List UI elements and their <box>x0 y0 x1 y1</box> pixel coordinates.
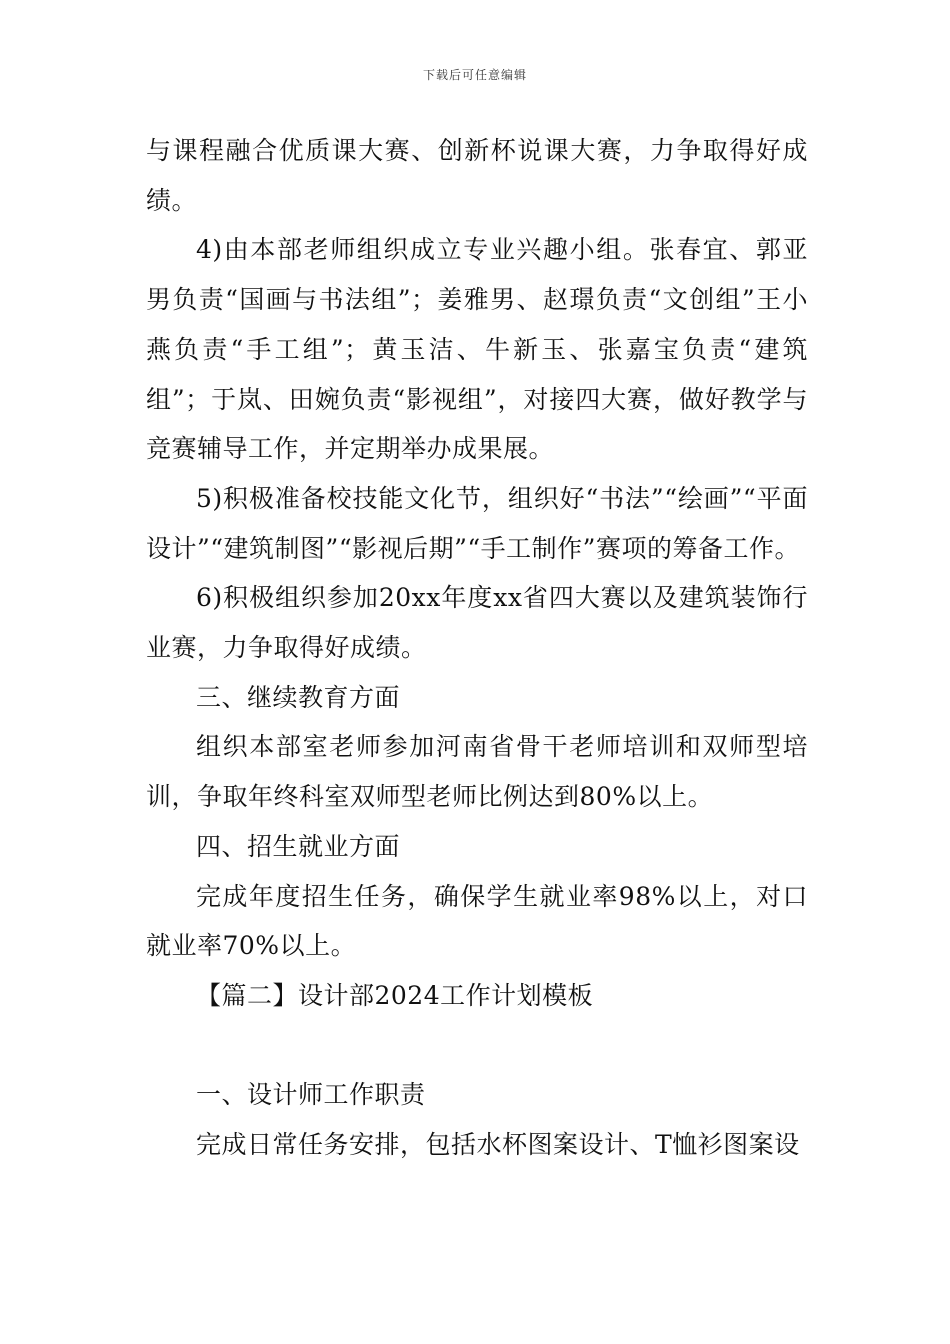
part-two-title: 【篇二】设计部2024工作计划模板 <box>196 980 594 1010</box>
section-heading-enrollment: 四、招生就业方面 <box>196 831 401 861</box>
paragraph-3: 5)积极准备校技能文化节，组织好“书法”“绘画”“平面设计”“建筑制图”“影视后期”“手工制作”赛项的筹备工作。 <box>146 483 808 563</box>
blank-line <box>146 1021 808 1071</box>
paragraph-1: 与课程融合优质课大赛、创新杯说课大赛，力争取得好成绩。 <box>146 136 808 215</box>
paragraph-2: 4)由本部老师组织成立专业兴趣小组。张春宜、郭亚男负责“国画与书法组”；姜雅男、赵璟负责“文创组”王小燕负责“手工组”；黄玉洁、牛新玉、张嘉宝负责“建筑组”；于岚、田婉负责“影视组”，对接四大赛，做好教学与竞赛辅导工作，并定期举办成果展。 <box>146 235 808 464</box>
section-heading-continuing-education: 三、继续教育方面 <box>196 682 401 712</box>
section-heading-designer-duties: 一、设计师工作职责 <box>196 1080 426 1110</box>
document-body <box>146 126 808 1170</box>
paragraph-5: 组织本部室老师参加河南省骨干老师培训和双师型培训，争取年终科室双师型老师比例达到80%以上。 <box>146 732 808 812</box>
paragraph-4: 6)积极组织参加20xx年度xx省四大赛以及建筑装饰行业赛，力争取得好成绩。 <box>146 583 808 663</box>
paragraph-7: 完成日常任务安排，包括水杯图案设计、T恤衫图案设 <box>196 1130 800 1160</box>
paragraph-6: 完成年度招生任务，确保学生就业率98%以上，对口就业率70%以上。 <box>146 881 808 961</box>
page-header: 下载后可任意编辑 <box>422 68 527 82</box>
